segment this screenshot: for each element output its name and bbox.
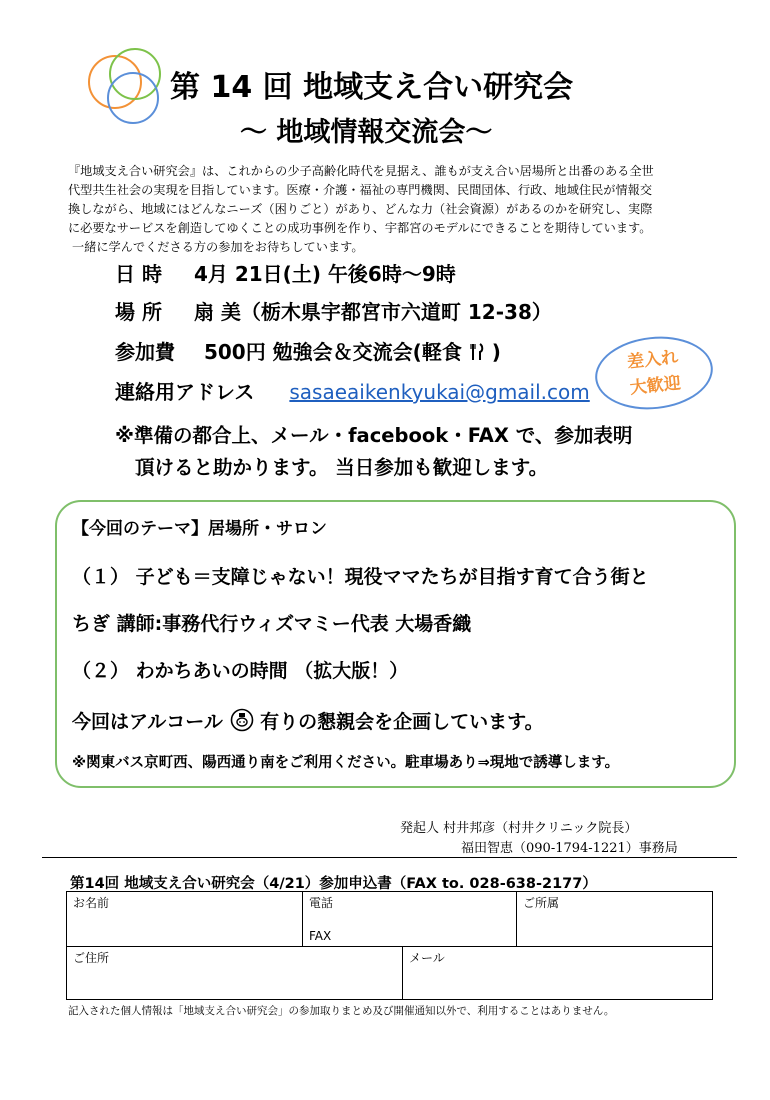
theme-item-2: （２） わかちあいの時間 （拡大版！）	[72, 660, 409, 682]
intro-line: 『地域支え合い研究会』は、これからの少子高齢化時代を見据え、誰もが支え合い居場所と出番のある全世	[68, 164, 654, 178]
place-value: 扇 美（栃木県宇都宮市六道町 12-38）	[193, 300, 552, 324]
rsvp-note-line1: ※準備の都合上、メール・facebook・FAX で、参加表明	[115, 424, 633, 447]
privacy-footnote: 記入された個人情報は「地域支え合い研究会」の参加取りまとめ及び開催通知以外で、利用することはありません。	[68, 1005, 615, 1017]
intro-line: 代型共生社会の実現を目指しています。医療・介護・福祉の専門機関、民間団体、行政、地域住民が情報交	[68, 183, 653, 197]
fee-label: 参加費	[115, 340, 175, 364]
date-label: 日 時	[115, 262, 162, 286]
page-title: 第 14 回 地域支え合い研究会	[170, 70, 574, 105]
access-note: ※関東バス京町西、陽西通り南をご利用ください。駐車場あり⇒現地で誘導します。	[72, 755, 620, 771]
party-line	[72, 707, 544, 734]
mail-field[interactable]	[402, 946, 713, 1000]
intro-line: 一緒に学んでくださる方の参加をお待ちしています。	[72, 240, 364, 254]
form-title: 第14回 地域支え合い研究会（4/21）参加申込書（FAX to. 028-638-2177）	[70, 876, 597, 892]
rsvp-note-line2: 頂けると助かります。 当日参加も歓迎します。	[135, 456, 549, 479]
fee-value: 500円 勉強会＆交流会(軽食	[203, 340, 462, 364]
address-label: ご住所	[73, 951, 110, 965]
phone-fax-field[interactable]	[302, 891, 517, 947]
address-field[interactable]	[66, 946, 403, 1000]
snacks-welcome-badge	[592, 331, 717, 415]
fork-knife-icon	[469, 342, 485, 362]
theme-item-1b: ちぎ 講師:事務代行ウィズマミー代表 大場香織	[72, 613, 472, 635]
fee-close: )	[491, 340, 501, 364]
party-text-a: 今回はアルコール	[72, 711, 223, 733]
contact-row	[115, 376, 590, 405]
sake-jug-icon	[230, 708, 254, 732]
mail-label: メール	[409, 951, 445, 965]
place-label: 場 所	[115, 300, 162, 324]
intro-line: 換しながら、地域にはどんなニーズ（困りごと）があり、どんな力（社会資源）があるのかを研究し、実際	[68, 202, 653, 216]
intro-text	[68, 162, 708, 257]
organizer-line2: 福田智恵（090-1794-1221）事務局	[461, 841, 678, 856]
fee-row	[115, 336, 501, 365]
organizer-line1: 発起人 村井邦彦（村井クリニック院長）	[400, 821, 638, 836]
divider	[42, 857, 737, 858]
affiliation-label: ご所属	[523, 896, 560, 910]
name-label: お名前	[73, 896, 110, 910]
badge-line: 差入れ	[626, 347, 680, 373]
affiliation-field[interactable]	[516, 891, 713, 947]
badge-line: 大歓迎	[628, 373, 682, 399]
rings-logo	[85, 48, 165, 128]
party-text-b: 有りの懇親会を企画しています。	[260, 711, 544, 733]
place-row	[115, 296, 552, 325]
phone-label: 電話	[309, 896, 334, 910]
intro-line: に必要なサービスを創造してゆくことの成功事例を作り、宇都宮のモデルにできることを期待しています。	[68, 221, 652, 235]
theme-heading: 【今回のテーマ】居場所・サロン	[72, 519, 327, 539]
name-field[interactable]	[66, 891, 303, 947]
theme-item-1a: （１） 子ども＝支障じゃない！現役ママたちが目指す育て合う街と	[72, 566, 649, 588]
theme-box	[55, 500, 736, 788]
email-link[interactable]: sasaeaikenkyukai@gmail.com	[289, 380, 590, 404]
fax-label: FAX	[309, 929, 332, 943]
page-subtitle: ～ 地域情報交流会～	[240, 117, 493, 148]
date-value: 4月 21日(土) 午後6時～9時	[193, 262, 456, 286]
date-row	[115, 258, 456, 287]
contact-label: 連絡用アドレス	[115, 380, 255, 404]
